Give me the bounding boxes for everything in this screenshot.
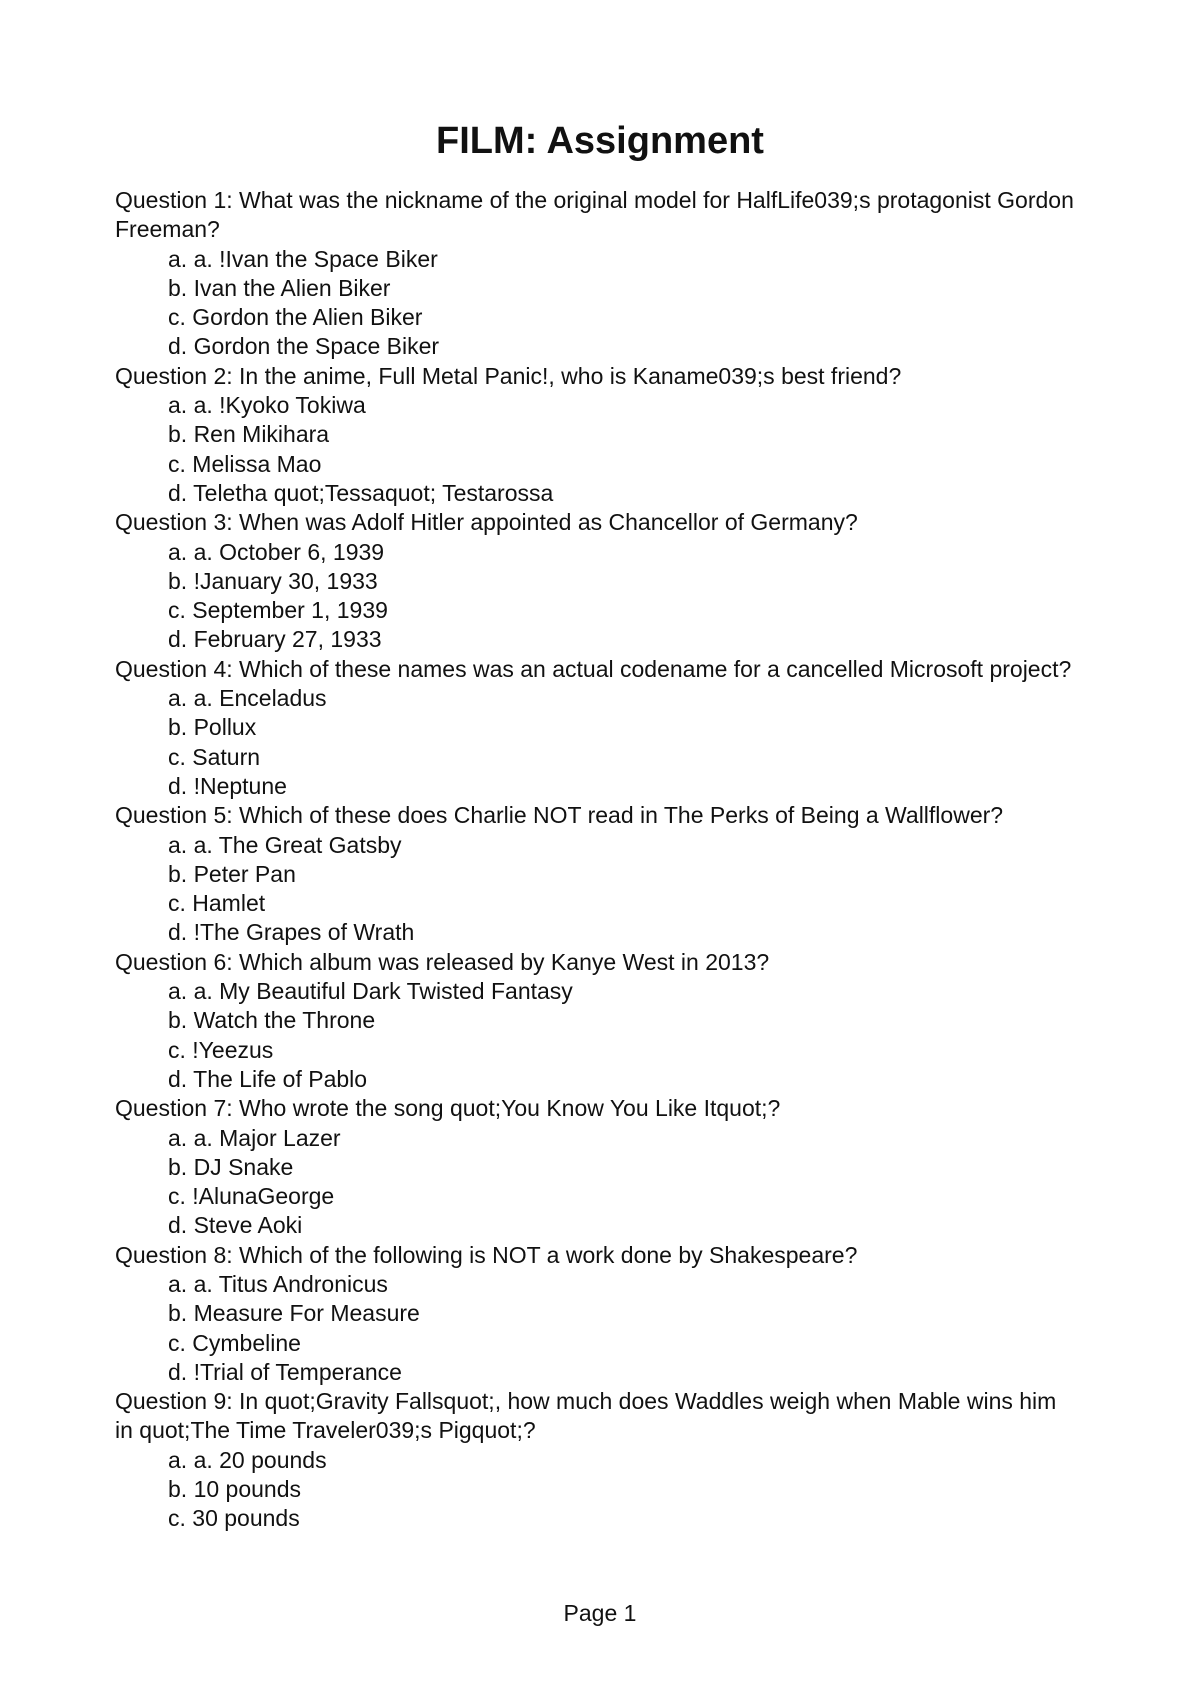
answer-option: c. !AlunaGeorge: [168, 1183, 335, 1210]
question-text: Question 1: What was the nickname of the original model for HalfLife039;s protagonist Gordon Freeman?: [115, 187, 1074, 243]
answer-option: c. 30 pounds: [168, 1505, 300, 1532]
answer-option: c. Saturn: [168, 743, 261, 770]
answer-option: c. !Yeezus: [168, 1036, 274, 1063]
question-block: [115, 362, 1075, 508]
question-list: [115, 186, 1075, 1534]
answer-option: d. The Life of Pablo: [168, 1065, 368, 1092]
question-block: [115, 186, 1075, 362]
question-block: [115, 1387, 1075, 1533]
answer-option: b. Ivan the Alien Biker: [168, 274, 391, 301]
answer-option: d. Gordon the Space Biker: [168, 333, 440, 360]
answer-option: d. !Trial of Temperance: [168, 1358, 402, 1385]
answer-option: a. a. !Ivan the Space Biker: [168, 245, 438, 272]
question-block: [115, 1094, 1075, 1240]
question-block: [115, 948, 1075, 1094]
answer-option: a. a. Enceladus: [168, 685, 327, 712]
answer-option: c. Melissa Mao: [168, 450, 322, 477]
question-text: Question 3: When was Adolf Hitler appointed as Chancellor of Germany?: [115, 509, 858, 536]
question-text: Question 4: Which of these names was an actual codename for a cancelled Microsoft project?: [115, 655, 1072, 682]
answer-option: b. !January 30, 1933: [168, 567, 378, 594]
page-title: FILM: Assignment: [436, 120, 764, 162]
answer-option: a. a. My Beautiful Dark Twisted Fantasy: [168, 978, 573, 1005]
question-block: [115, 1241, 1075, 1387]
answer-option: d. Teletha quot;Tessaquot; Testarossa: [168, 479, 554, 506]
answer-option: d. !The Grapes of Wrath: [168, 919, 415, 946]
answer-option: b. Watch the Throne: [168, 1007, 376, 1034]
answer-option: a. a. 20 pounds: [168, 1446, 327, 1473]
answer-option: a. a. October 6, 1939: [168, 538, 385, 565]
answer-option: d. !Neptune: [168, 772, 287, 799]
question-text: Question 9: In quot;Gravity Fallsquot;, how much does Waddles weigh when Mable wins him in quot;The Time Traveler039;s Pigquot;?: [115, 1388, 1057, 1444]
answer-option: b. 10 pounds: [168, 1476, 302, 1503]
answer-option: b. Measure For Measure: [168, 1300, 420, 1327]
answer-option: a. a. The Great Gatsby: [168, 831, 402, 858]
answer-option: a. a. !Kyoko Tokiwa: [168, 392, 366, 419]
answer-option: d. February 27, 1933: [168, 626, 382, 653]
question-block: [115, 508, 1075, 654]
answer-option: c. Hamlet: [168, 890, 266, 917]
answer-option: c. September 1, 1939: [168, 597, 388, 624]
answer-option: b. Peter Pan: [168, 860, 296, 887]
answer-option: a. a. Titus Andronicus: [168, 1270, 388, 1297]
question-text: Question 2: In the anime, Full Metal Panic!, who is Kaname039;s best friend?: [115, 362, 902, 389]
answer-option: c. Cymbeline: [168, 1329, 301, 1356]
answer-option: b. DJ Snake: [168, 1153, 294, 1180]
answer-option: c. Gordon the Alien Biker: [168, 304, 423, 331]
answer-option: a. a. Major Lazer: [168, 1124, 341, 1151]
question-text: Question 7: Who wrote the song quot;You Know You Like Itquot;?: [115, 1095, 781, 1122]
answer-option: b. Ren Mikihara: [168, 421, 330, 448]
question-text: Question 8: Which of the following is NOT a work done by Shakespeare?: [115, 1241, 858, 1268]
page-number: Page 1: [563, 1600, 637, 1626]
question-text: Question 6: Which album was released by Kanye West in 2013?: [115, 948, 770, 975]
answer-option: b. Pollux: [168, 714, 257, 741]
question-block: [115, 655, 1075, 801]
answer-option: d. Steve Aoki: [168, 1212, 303, 1239]
question-text: Question 5: Which of these does Charlie NOT read in The Perks of Being a Wallflower?: [115, 802, 1004, 829]
question-block: [115, 801, 1075, 947]
